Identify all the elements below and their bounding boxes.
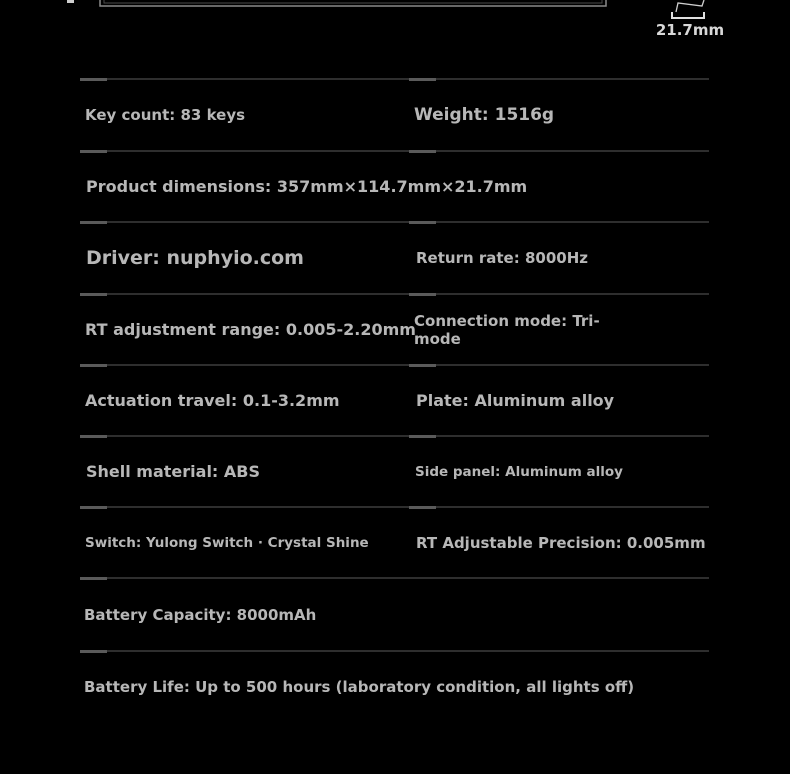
spec-actuation-travel: Actuation travel: 0.1-3.2mm (85, 391, 340, 410)
spec-row (80, 506, 709, 577)
spec-row (80, 293, 709, 364)
spec-switch: Switch: Yulong Switch · Crystal Shine (85, 534, 369, 551)
spec-table (80, 78, 709, 722)
spec-row (80, 364, 709, 435)
keyboard-side-profile (676, 0, 704, 12)
spec-row (80, 78, 709, 150)
spec-connection-mode: Connection mode: Tri-mode (414, 311, 600, 348)
height-dimension-label: 21.7mm (655, 21, 725, 39)
spec-rt-precision: RT Adjustable Precision: 0.005mm (416, 533, 706, 552)
spec-row (80, 650, 709, 722)
spec-battery-capacity: Battery Capacity: 8000mAh (84, 605, 317, 624)
edge-marker (67, 0, 74, 3)
spec-side-panel: Side panel: Aluminum alloy (415, 463, 623, 480)
spec-row (80, 435, 709, 506)
spec-shell-material: Shell material: ABS (86, 462, 260, 481)
spec-battery-life: Battery Life: Up to 500 hours (laboratory condition, all lights off) (84, 678, 635, 696)
height-bracket-icon (672, 12, 704, 18)
spec-rt-range: RT adjustment range: 0.005-2.20mm (85, 320, 416, 339)
spec-row (80, 150, 709, 221)
spec-dimensions: Product dimensions: 357mm×114.7mm×21.7mm (86, 177, 528, 196)
spec-row (80, 577, 709, 650)
spec-key-count: Key count: 83 keys (85, 106, 246, 124)
spec-driver: Driver: nuphyio.com (86, 247, 304, 269)
spec-plate: Plate: Aluminum alloy (416, 391, 615, 410)
spec-row (80, 221, 709, 293)
spec-weight: Weight: 1516g (414, 105, 555, 125)
spec-return-rate: Return rate: 8000Hz (416, 249, 588, 267)
keyboard-inner-edge (104, 0, 602, 3)
